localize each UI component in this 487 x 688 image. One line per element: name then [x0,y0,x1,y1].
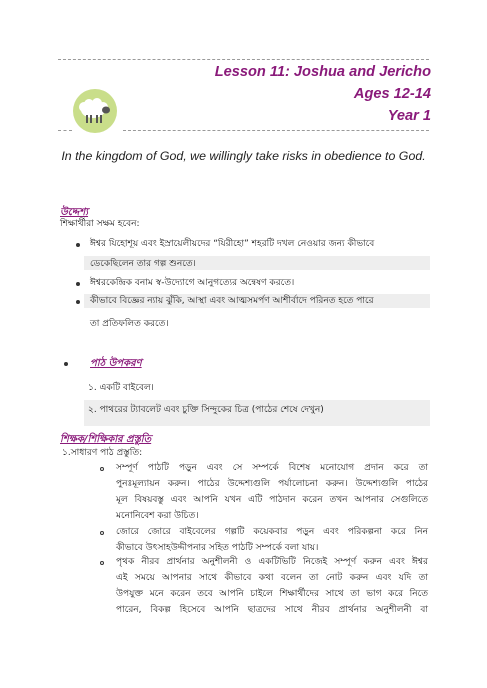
materials-item-2: ২. পাথরের ট্যাবলেট এবং চুক্তি সিন্দুকের চিত্র (পাঠের শেষে দেখুন) [88,405,324,415]
objective-3-line2: তা প্রতিফলিত করতে। [90,319,169,329]
materials-item-1: ১. একটি বাইবেল। [88,383,154,393]
teacher-prep-subheading: ১.সাধারণ পাঠ প্রস্তুতি: [62,448,143,458]
year-label: Year 1 [387,108,431,124]
prep-item-3-line2: এই সময়ে আপনার সাথে কীভাবে কথা বলেন তা নোট করুন এবং যদি তা [116,573,428,583]
prep-item-1-line2: পুনঃমূল্যায়ন করুন। পাঠের উদ্দেশ্যগুলি পর্যালোচনা করুন। উদ্দেশ্যগুলি পাঠের [116,479,428,489]
objective-3-line1: কীভাবে বিজ্ঞের ন্যায় ঝুঁকি, আস্থা এবং আত্মসমর্পণ আশীর্বাদে পরিনত হতে পারে [90,296,374,306]
prep-item-1-line3: মূল বিষয়বস্তু এবং আপনি যখন এটি পাঠদান করেন তখন আপনার সেগুলিতে [116,495,428,505]
prep-item-3-line3: উপযুক্ত মনে করেন তবে আপনি চাইলে শিক্ষার্থীদের সাথে তা ভাগ করে নিতে [116,589,428,599]
objective-2-line1: ঈশ্বরকেন্দ্রিক বনাম স্ব-উদ্যোগে আনুগত্যের অন্বেষণ করতে। [90,278,295,288]
ages-label: Ages 12-14 [353,86,431,102]
objectives-heading: উদ্দেশ্য [60,207,89,218]
lesson-title: Lesson 11: Joshua and Jericho [214,64,431,80]
prep-item-3-line4: পারেন, বিকল্প হিসেবে আপনি ছাত্রদের সাথে নীরব প্রার্থনার অনুশীলনী বা [116,605,428,615]
prep-bullet-3 [100,561,104,565]
lesson-theme: In the kingdom of God, we willingly take risks in obedience to God. [61,149,426,163]
prep-item-2-line1: জোরে জোরে বাইবেলের গল্পটি কয়েকবার পড়ুন এবং পরিকল্পনা করে নিন [116,527,428,537]
objective-bullet-3 [76,300,80,304]
header-rule-right [123,130,429,131]
objective-1-line1: ঈশ্বর যিহোশূয় এবং ইস্রায়েলীয়দের “যিরীহো” শহরটি দখল নেওয়ার জন্য কীভাবে [90,239,375,249]
materials-bullet [64,362,68,366]
materials-heading: পাঠ উপকরণ [90,358,142,369]
top-rule [58,59,429,60]
prep-item-2-line2: কীভাবে উৎসাহউদ্দীপনার সহিত পাঠটি সম্পর্কে বলা যায়। [116,543,319,553]
teacher-prep-heading: শিক্ষক/শিক্ষিকার প্রস্তুতি [60,434,152,445]
sheep-logo-icon [72,88,118,134]
objectives-intro: শিক্ষার্থীরা সক্ষম হবেন: [60,219,140,229]
prep-bullet-1 [100,467,104,471]
header-rule-left [58,130,72,131]
prep-item-1-line4: মনোনিবেশ করা উচিত। [116,511,199,521]
objective-1-line2: ডেকেছিলেন তার গল্প শুনতে। [90,259,196,269]
prep-item-1-line1: সম্পূর্ণ পাঠটি পড়ুন এবং সে সম্পর্কে বিশেষ মনোযোগ প্রদান করে তা [116,463,428,473]
prep-bullet-2 [100,531,104,535]
prep-item-3-line1: পৃথক নীরব প্রার্থনার অনুশীলনী ও একটিভিটি নিজেই সম্পূর্ণ করুন এবং ঈশ্বর [116,557,428,567]
objective-bullet-1 [76,243,80,247]
objective-bullet-2 [76,282,80,286]
